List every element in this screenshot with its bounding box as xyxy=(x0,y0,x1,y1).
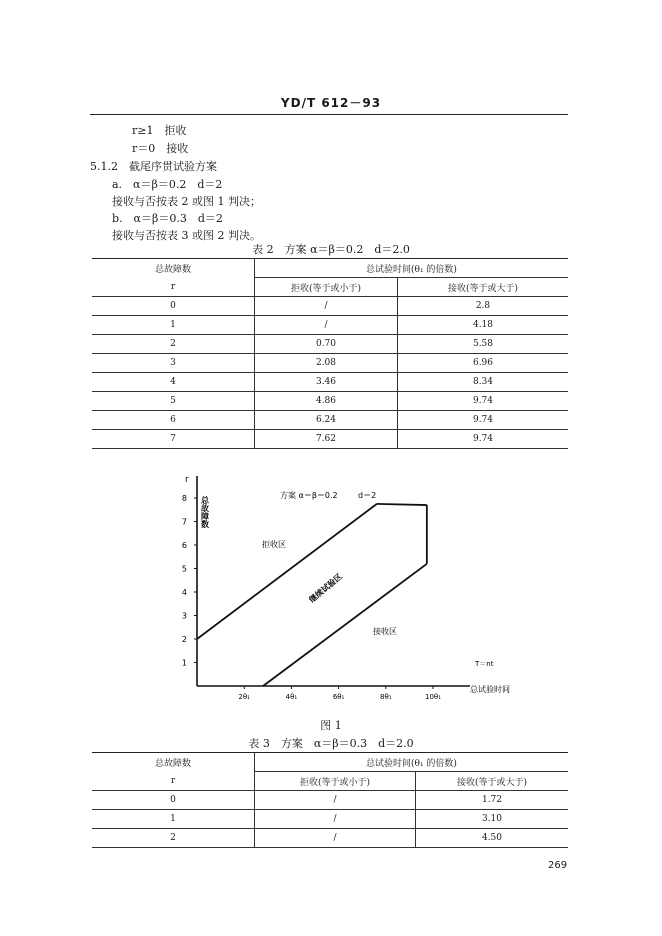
x-tick-label: 8θ₁ xyxy=(380,693,392,701)
reject-boundary-line xyxy=(197,504,377,639)
y-tick-label: 4 xyxy=(181,588,187,597)
cell-accept: 4.50 xyxy=(416,829,569,848)
cell-accept: 1.72 xyxy=(416,791,569,810)
rule-accept-line: r＝0 接收 xyxy=(132,142,189,155)
y-tick-label: 5 xyxy=(181,564,187,574)
y-tick-label: 7 xyxy=(181,517,187,527)
table-row xyxy=(92,810,568,829)
cell-accept: 2.8 xyxy=(398,297,569,316)
table2-col1-header: 总故障数 xyxy=(92,259,255,278)
table-row xyxy=(92,411,568,430)
table-row xyxy=(92,335,568,354)
table3-group-header: 总试验时间(θ₁ 的倍数) xyxy=(255,753,569,772)
cell-r: 5 xyxy=(92,392,255,411)
x-tick-label: 6θ₁ xyxy=(332,693,345,701)
cell-r: 7 xyxy=(92,430,255,449)
y-tick-label: 8 xyxy=(181,494,187,503)
table-row xyxy=(92,791,568,810)
cell-r: 6 xyxy=(92,411,255,430)
table2-group-header: 总试验时间(θ₁ 的倍数) xyxy=(255,259,569,278)
table-row xyxy=(92,829,568,848)
truncation-top-line xyxy=(377,504,427,505)
cell-reject: 0.70 xyxy=(255,335,398,354)
continue-region-label: 继续试验区 xyxy=(307,571,344,605)
table3-accept-header: 接收(等于或大于) xyxy=(416,772,569,791)
cell-reject: / xyxy=(255,297,398,316)
cell-reject: / xyxy=(255,791,416,810)
x-tick-label: 2θ₁ xyxy=(238,693,250,701)
cell-accept: 3.10 xyxy=(416,810,569,829)
y-tick-label: 3 xyxy=(181,611,187,621)
x-tick-label: 10θ₁ xyxy=(425,693,441,701)
table3-reject-header: 拒收(等于或小于) xyxy=(255,772,416,791)
y-tick-label: 6 xyxy=(181,541,187,550)
cell-accept: 9.74 xyxy=(398,392,569,411)
document-code: YD/T 612－93 xyxy=(280,96,382,110)
item-b-text: 接收与否按表 3 或图 2 判决。 xyxy=(112,229,261,242)
table2-reject-header: 拒收(等于或小于) xyxy=(255,278,398,297)
cell-reject: 2.08 xyxy=(255,354,398,373)
cell-r: 2 xyxy=(92,335,255,354)
y-axis-letter: r xyxy=(185,475,189,485)
cell-r: 1 xyxy=(92,810,255,829)
cell-reject: 3.46 xyxy=(255,373,398,392)
y-tick-label: 1 xyxy=(181,658,187,668)
cell-reject: / xyxy=(255,316,398,335)
table-row xyxy=(92,316,568,335)
cell-accept: 6.96 xyxy=(398,354,569,373)
table2-caption: 表 2 方案 α＝β＝0.2 d＝2.0 xyxy=(252,243,410,256)
cell-r: 0 xyxy=(92,791,255,810)
cell-accept: 9.74 xyxy=(398,430,569,449)
cell-r: 0 xyxy=(92,297,255,316)
table2-accept-header: 接收(等于或大于) xyxy=(398,278,569,297)
table3-col1-sub: r xyxy=(92,772,255,791)
table-row xyxy=(92,373,568,392)
item-a-text: 接收与否按表 2 或图 1 判决； xyxy=(112,195,261,208)
x-tick-label: 4θ₁ xyxy=(285,693,298,701)
y-axis-title: 总故障数 xyxy=(200,496,210,528)
section-heading: 5.1.2 截尾序贯试验方案 xyxy=(90,160,217,173)
table-row xyxy=(92,430,568,449)
table-row xyxy=(92,297,568,316)
figure1-caption: 图 1 xyxy=(320,719,342,732)
table3 xyxy=(92,752,568,848)
accept-region-label: 接收区 xyxy=(373,627,397,636)
cell-reject: 6.24 xyxy=(255,411,398,430)
y-tick-label: 2 xyxy=(181,635,187,644)
figure-title-d: d＝2 xyxy=(358,491,377,500)
cell-reject: / xyxy=(255,810,416,829)
table3-col1-header: 总故障数 xyxy=(92,753,255,772)
rule-reject-line: r≥1 拒收 xyxy=(132,124,187,137)
figure1-chart xyxy=(150,468,510,708)
t-label: T＝nt xyxy=(475,660,494,668)
cell-accept: 8.34 xyxy=(398,373,569,392)
header-rule xyxy=(90,114,568,115)
reject-region-label: 拒收区 xyxy=(262,540,286,549)
accept-boundary-line xyxy=(263,564,427,686)
cell-accept: 5.58 xyxy=(398,335,569,354)
x-axis-title: 总试验时间 xyxy=(470,685,510,694)
item-b: b. α＝β＝0.3 d＝2 xyxy=(112,212,223,225)
cell-r: 4 xyxy=(92,373,255,392)
item-a: a. α＝β＝0.2 d＝2 xyxy=(112,178,223,191)
cell-r: 2 xyxy=(92,829,255,848)
table3-caption: 表 3 方案 α＝β＝0.3 d＝2.0 xyxy=(248,737,414,750)
figure-title: 方案 α＝β＝0.2 xyxy=(280,491,338,500)
table2 xyxy=(92,258,568,449)
table-row xyxy=(92,392,568,411)
cell-r: 1 xyxy=(92,316,255,335)
cell-accept: 4.18 xyxy=(398,316,569,335)
cell-r: 3 xyxy=(92,354,255,373)
cell-reject: 4.86 xyxy=(255,392,398,411)
page-number: 269 xyxy=(548,860,568,871)
cell-accept: 9.74 xyxy=(398,411,569,430)
table-row xyxy=(92,354,568,373)
table2-col1-sub: r xyxy=(92,278,255,297)
cell-reject: 7.62 xyxy=(255,430,398,449)
cell-reject: / xyxy=(255,829,416,848)
